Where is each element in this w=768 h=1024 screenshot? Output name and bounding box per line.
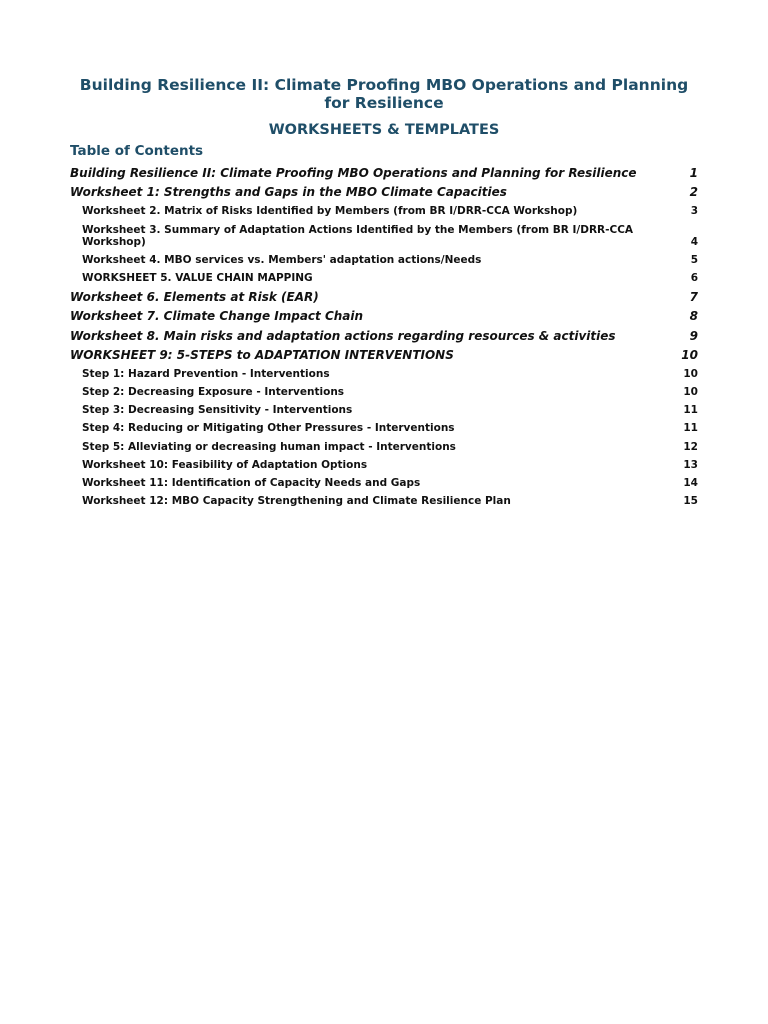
toc-entry-label: Worksheet 12: MBO Capacity Strengthening and Climate Resilience Plan bbox=[82, 495, 511, 507]
toc-entry-label: Step 4: Reducing or Mitigating Other Pressures - Interventions bbox=[82, 422, 455, 434]
toc-entry-label: Worksheet 11: Identification of Capacity Needs and Gaps bbox=[82, 477, 421, 489]
document-title: Building Resilience II: Climate Proofing MBO Operations and Planning for Resilience bbox=[79, 76, 689, 112]
toc-heading: Table of Contents bbox=[70, 143, 204, 159]
toc-entry-page: 9 bbox=[689, 329, 698, 343]
toc-entry-label: Step 3: Decreasing Sensitivity - Interventions bbox=[82, 404, 353, 416]
toc-entry-page: 11 bbox=[683, 404, 698, 416]
toc-entry-page: 3 bbox=[690, 205, 698, 217]
toc-entry-label: Worksheet 7. Climate Change Impact Chain bbox=[70, 309, 364, 323]
toc-entry-page: 2 bbox=[689, 185, 698, 199]
toc-entry-label: WORKSHEET 9: 5-STEPS to ADAPTATION INTERVENTIONS bbox=[70, 348, 454, 362]
toc-entry-page: 6 bbox=[690, 272, 698, 284]
toc-entry-page: 4 bbox=[690, 236, 698, 248]
toc-entry-page: 5 bbox=[690, 254, 698, 266]
toc-entry-label: Worksheet 3. Summary of Adaptation Actions Identified by the Members (from BR I/DRR-CCA Workshop) bbox=[82, 224, 634, 248]
toc-entry-label: Step 5: Alleviating or decreasing human impact - Interventions bbox=[82, 441, 456, 453]
document-subtitle: WORKSHEETS & TEMPLATES bbox=[268, 122, 500, 138]
toc-entry-label: Worksheet 4. MBO services vs. Members' adaptation actions/Needs bbox=[82, 254, 482, 266]
toc-entry-page: 15 bbox=[683, 495, 698, 507]
toc-entry-label: Worksheet 10: Feasibility of Adaptation Options bbox=[82, 459, 368, 471]
toc-entry-page: 10 bbox=[681, 348, 698, 362]
toc-entry-label: Worksheet 1: Strengths and Gaps in the MBO Climate Capacities bbox=[70, 185, 507, 199]
toc-entry-label: Step 1: Hazard Prevention - Interventions bbox=[82, 368, 330, 380]
toc-entry-label: Step 2: Decreasing Exposure - Interventions bbox=[82, 386, 345, 398]
toc-entry-page: 1 bbox=[689, 166, 698, 180]
toc-entry-label: Worksheet 6. Elements at Risk (EAR) bbox=[70, 290, 319, 304]
toc-entry-page: 8 bbox=[689, 309, 698, 323]
toc-entry-page: 13 bbox=[683, 459, 698, 471]
toc-entry-page: 7 bbox=[689, 290, 698, 304]
toc-entry-label: Building Resilience II: Climate Proofing MBO Operations and Planning for Resilience bbox=[70, 166, 637, 180]
toc-entry-label: Worksheet 2. Matrix of Risks Identified by Members (from BR I/DRR-CCA Workshop) bbox=[82, 205, 578, 217]
toc-entry-label: Worksheet 8. Main risks and adaptation actions regarding resources & activities bbox=[70, 329, 616, 343]
toc-entry-page: 14 bbox=[683, 477, 698, 489]
toc-entry-page: 10 bbox=[683, 386, 698, 398]
toc-entry-label: WORKSHEET 5. VALUE CHAIN MAPPING bbox=[82, 272, 313, 284]
toc-entry-page: 11 bbox=[683, 422, 698, 434]
toc-entry-page: 12 bbox=[683, 441, 698, 453]
toc-entry-page: 10 bbox=[683, 368, 698, 380]
